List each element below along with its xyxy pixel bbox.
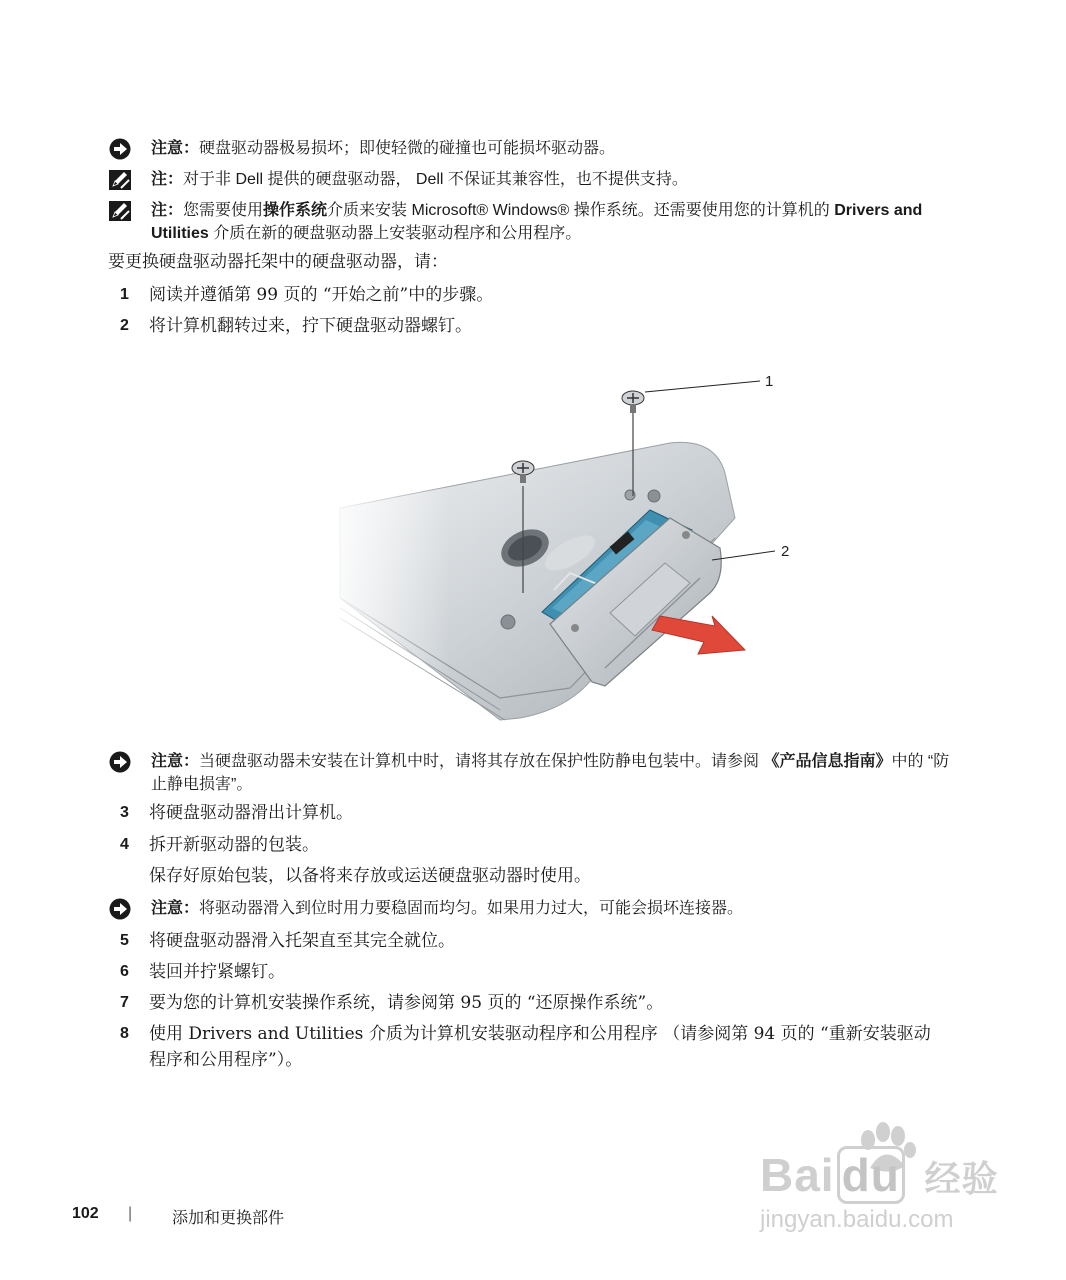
step-number: 5 [120, 932, 129, 949]
step-number: 6 [120, 963, 129, 980]
hard-drive-removal-illustration [320, 368, 810, 728]
watermark-cn: 经验 [924, 1158, 999, 1199]
intro-text: 要更换硬盘驱动器托架中的硬盘驱动器，请： [108, 252, 448, 272]
notice-text: 您需要使用 [183, 202, 264, 219]
notice-text: 当硬盘驱动器未安装在计算机中时，请将其存放在保护性防静电包装中。请参阅 [199, 753, 764, 770]
step-7 [120, 990, 970, 1016]
notice-label: 注意： [151, 900, 200, 917]
step-2 [120, 313, 970, 339]
callout-label-1: 1 [765, 373, 774, 390]
notice-bold: Drivers and Utilities [151, 202, 923, 242]
notice-text: 介质在新的硬盘驱动器上安装驱动程序和公用程序。 [208, 225, 582, 242]
step-text: 将硬盘驱动器滑出计算机。 [149, 803, 353, 823]
step-3 [120, 800, 970, 826]
page-number: 102 [72, 1205, 99, 1222]
step-text: 使用 Drivers and Utilities 介质为计算机安装驱动程序和公用程序 （请参阅第 94 页的 “重新安装驱动程序和公用程序”）。 [149, 1024, 931, 1070]
notice-caution-2 [108, 750, 958, 796]
notice-text: 对于非 Dell 提供的硬盘驱动器， Dell 不保证其兼容性，也不提供支持。 [183, 171, 688, 188]
callout-line-1 [645, 381, 760, 392]
footer-section-title: 添加和更换部件 [172, 1210, 285, 1227]
notice-label: 注意： [151, 753, 200, 770]
step-text: 拆开新驱动器的包装。 [149, 835, 319, 855]
step-4-note: 保存好原始包装，以备将来存放或运送硬盘驱动器时使用。 [149, 866, 591, 886]
notice-bold: 《产品信息指南》 [763, 753, 892, 770]
notice-caution-1 [108, 137, 958, 160]
step-5 [120, 928, 970, 954]
caution-icon [108, 898, 134, 920]
step-6 [120, 959, 970, 985]
step-text: 要为您的计算机安装操作系统，请参阅第 95 页的 “还原操作系统”。 [149, 993, 664, 1013]
step-text: 装回并拧紧螺钉。 [149, 962, 285, 982]
step-number: 7 [120, 994, 129, 1011]
notice-note-2 [108, 199, 958, 245]
step-number: 8 [120, 1025, 129, 1042]
caution-icon [108, 138, 134, 160]
notice-text: 硬盘驱动器极易损坏；即使轻微的碰撞也可能损坏驱动器。 [199, 140, 616, 157]
watermark-brand: Bai [760, 1149, 835, 1201]
step-text: 将硬盘驱动器滑入托架直至其完全就位。 [149, 931, 455, 951]
caution-icon [108, 751, 134, 773]
step-8 [120, 1021, 940, 1073]
pull-direction-arrow-icon [652, 616, 745, 654]
step-number: 4 [120, 836, 129, 853]
watermark-url: jingyan.baidu.com [760, 1206, 954, 1233]
notice-caution-3 [108, 897, 958, 920]
note-pencil-icon [108, 200, 134, 222]
step-1 [120, 282, 970, 308]
notice-text: 介质来安装 Microsoft® Windows® 操作系统。还需要使用您的计算机的 [327, 202, 835, 219]
watermark-brand-du: du [837, 1146, 905, 1204]
notice-note-1 [108, 168, 958, 191]
callout-label-2: 2 [781, 543, 790, 560]
step-4 [120, 832, 970, 858]
step-number: 1 [120, 286, 129, 303]
step-text: 将计算机翻转过来，拧下硬盘驱动器螺钉。 [149, 316, 472, 336]
notice-bold: 操作系统 [263, 202, 328, 219]
step-number: 3 [120, 804, 129, 821]
notice-text: 将驱动器滑入到位时用力要稳固而均匀。如果用力过大，可能会损坏连接器。 [199, 900, 744, 917]
notice-text: 中的 “防止静电损害”。 [151, 753, 950, 793]
notice-label: 注： [151, 202, 184, 219]
baidu-jingyan-watermark [760, 1120, 1010, 1240]
step-text: 阅读并遵循第 99 页的 “开始之前”中的步骤。 [149, 285, 494, 305]
notice-label: 注： [151, 171, 184, 188]
notice-label: 注意： [151, 140, 200, 157]
footer-separator: | [128, 1205, 133, 1222]
step-number: 2 [120, 317, 129, 334]
note-pencil-icon [108, 169, 134, 191]
